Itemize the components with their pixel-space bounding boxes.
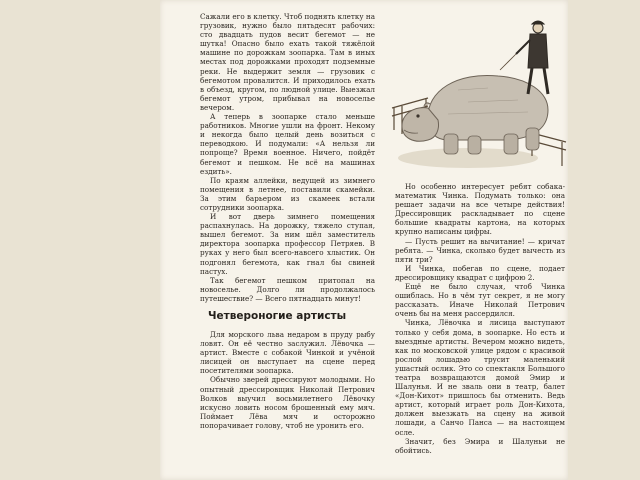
left-margin <box>0 0 160 480</box>
paragraph: Но особенно интересует ребят собака-математик Чинка. Подумать только: она решает задачи на все четыре действия! Дрессировщик раскладывает по сцене большие квадраты картона, на которых крупно написаны цифры. <box>395 182 565 237</box>
section-heading: Четвероногие артисты <box>208 310 347 322</box>
paragraph: Для морского льва недаром в пруду рыбу ловят. Он её честно заслужил. Лёвочка — артист. Вместе с собакой Чинкой и учёной лисицей он выступает на сцене перед посетителями зоопарка. <box>200 330 375 376</box>
paragraph: — Пусть решит на вычитание! — кричат ребята. — Чинка, сколько будет вычесть из пяти три? <box>395 236 565 264</box>
paragraph: А теперь в зоопарке стало меньше работников. Многие ушли на фронт. Некому и некогда было целый день возиться с переводкою. И подумали: «А нельзя ли попроще? Время военное. Ничего, пойдёт бегемот и пешком. Не всё на машинах ездить». <box>200 112 375 176</box>
paragraph: Так бегемот пешком притопал на новоселье. Долго ли продолжалось путешествие? — Всего пятнадцать минут! <box>200 275 375 303</box>
right-margin <box>568 0 640 480</box>
paragraph: Обычно зверей дрессируют молодыми. Но опытный дрессировщик Николай Петрович Волков выучил восьмилетнего Лёвочку искусно ловить носом брошенный ему мяч. Поймает Лёва мяч и осторожно попорачивает голову, чтоб не уронить его. <box>200 375 375 430</box>
paragraph: Ещё не было случая, чтоб Чинка ошиблась. Но в чём тут секрет, я не могу рассказать. Иначе Николай Петрович очень бы на меня рассердился. <box>395 282 565 319</box>
paragraph: Чинка, Лёвочка и лисица выступают только у себя дома, в зоопарке. Но есть и выездные артисты. Вечером можно видеть, как по московской улице рядом с красивой рослой лошадью трусит маленький ушастый ослик. Это со спектакля Большого театра возвращаются домой Эмир и Шалунья. И не зваль они в театр, балет «Дон-Кихот» пришлось бы отменить. Ведь артист, который играет роль Дон-Кихота, должен выезжать на сцену на живой лошади, а Санчо Панса — на настоящем осле. <box>395 318 565 437</box>
paragraph: И Чинка, побегав по сцене, подает дрессировщику квадрат с цифрою 2. <box>395 263 565 282</box>
right-text-column <box>395 182 565 478</box>
paragraph: И вот дверь зимнего помещения распахнулась. На дорожку, тяжело ступая, вышел бегемот. За ним шёл заместитель директора зоопарка профессор Петряев. В руках у него был всего-навсего хлыстик. Он подгонял бегемота, как гнал бы свиней пастух. <box>200 212 375 276</box>
left-text-column <box>200 12 375 478</box>
paragraph: По краям аллейки, ведущей из зимнего помещения в летнее, поставили скамейки. За этим барьером из скамеек встали сотрудники зоопарка. <box>200 175 375 212</box>
book-page <box>160 0 568 480</box>
paragraph: Сажали его в клетку. Чтоб поднять клетку на грузовик, нужно было пятьдесят рабочих: сто двадцать пудов весит бегемот — не шутка! Опасно было ехать такой тяжёлой машине по дорожкам зоопарка. Там в иных местах под дорожками проходят подземные реки. Не выдержит земля — грузовик с бегемотом провалится. И приходилось ехать в объезд, кругом, по людной улице. Выезжал бегемот утром, прибывал на новоселье вечером. <box>200 12 375 112</box>
hippo-walking-illustration-icon <box>388 10 568 180</box>
paragraph: Значит, без Эмира и Шалуньи не обойтись. <box>395 436 565 455</box>
